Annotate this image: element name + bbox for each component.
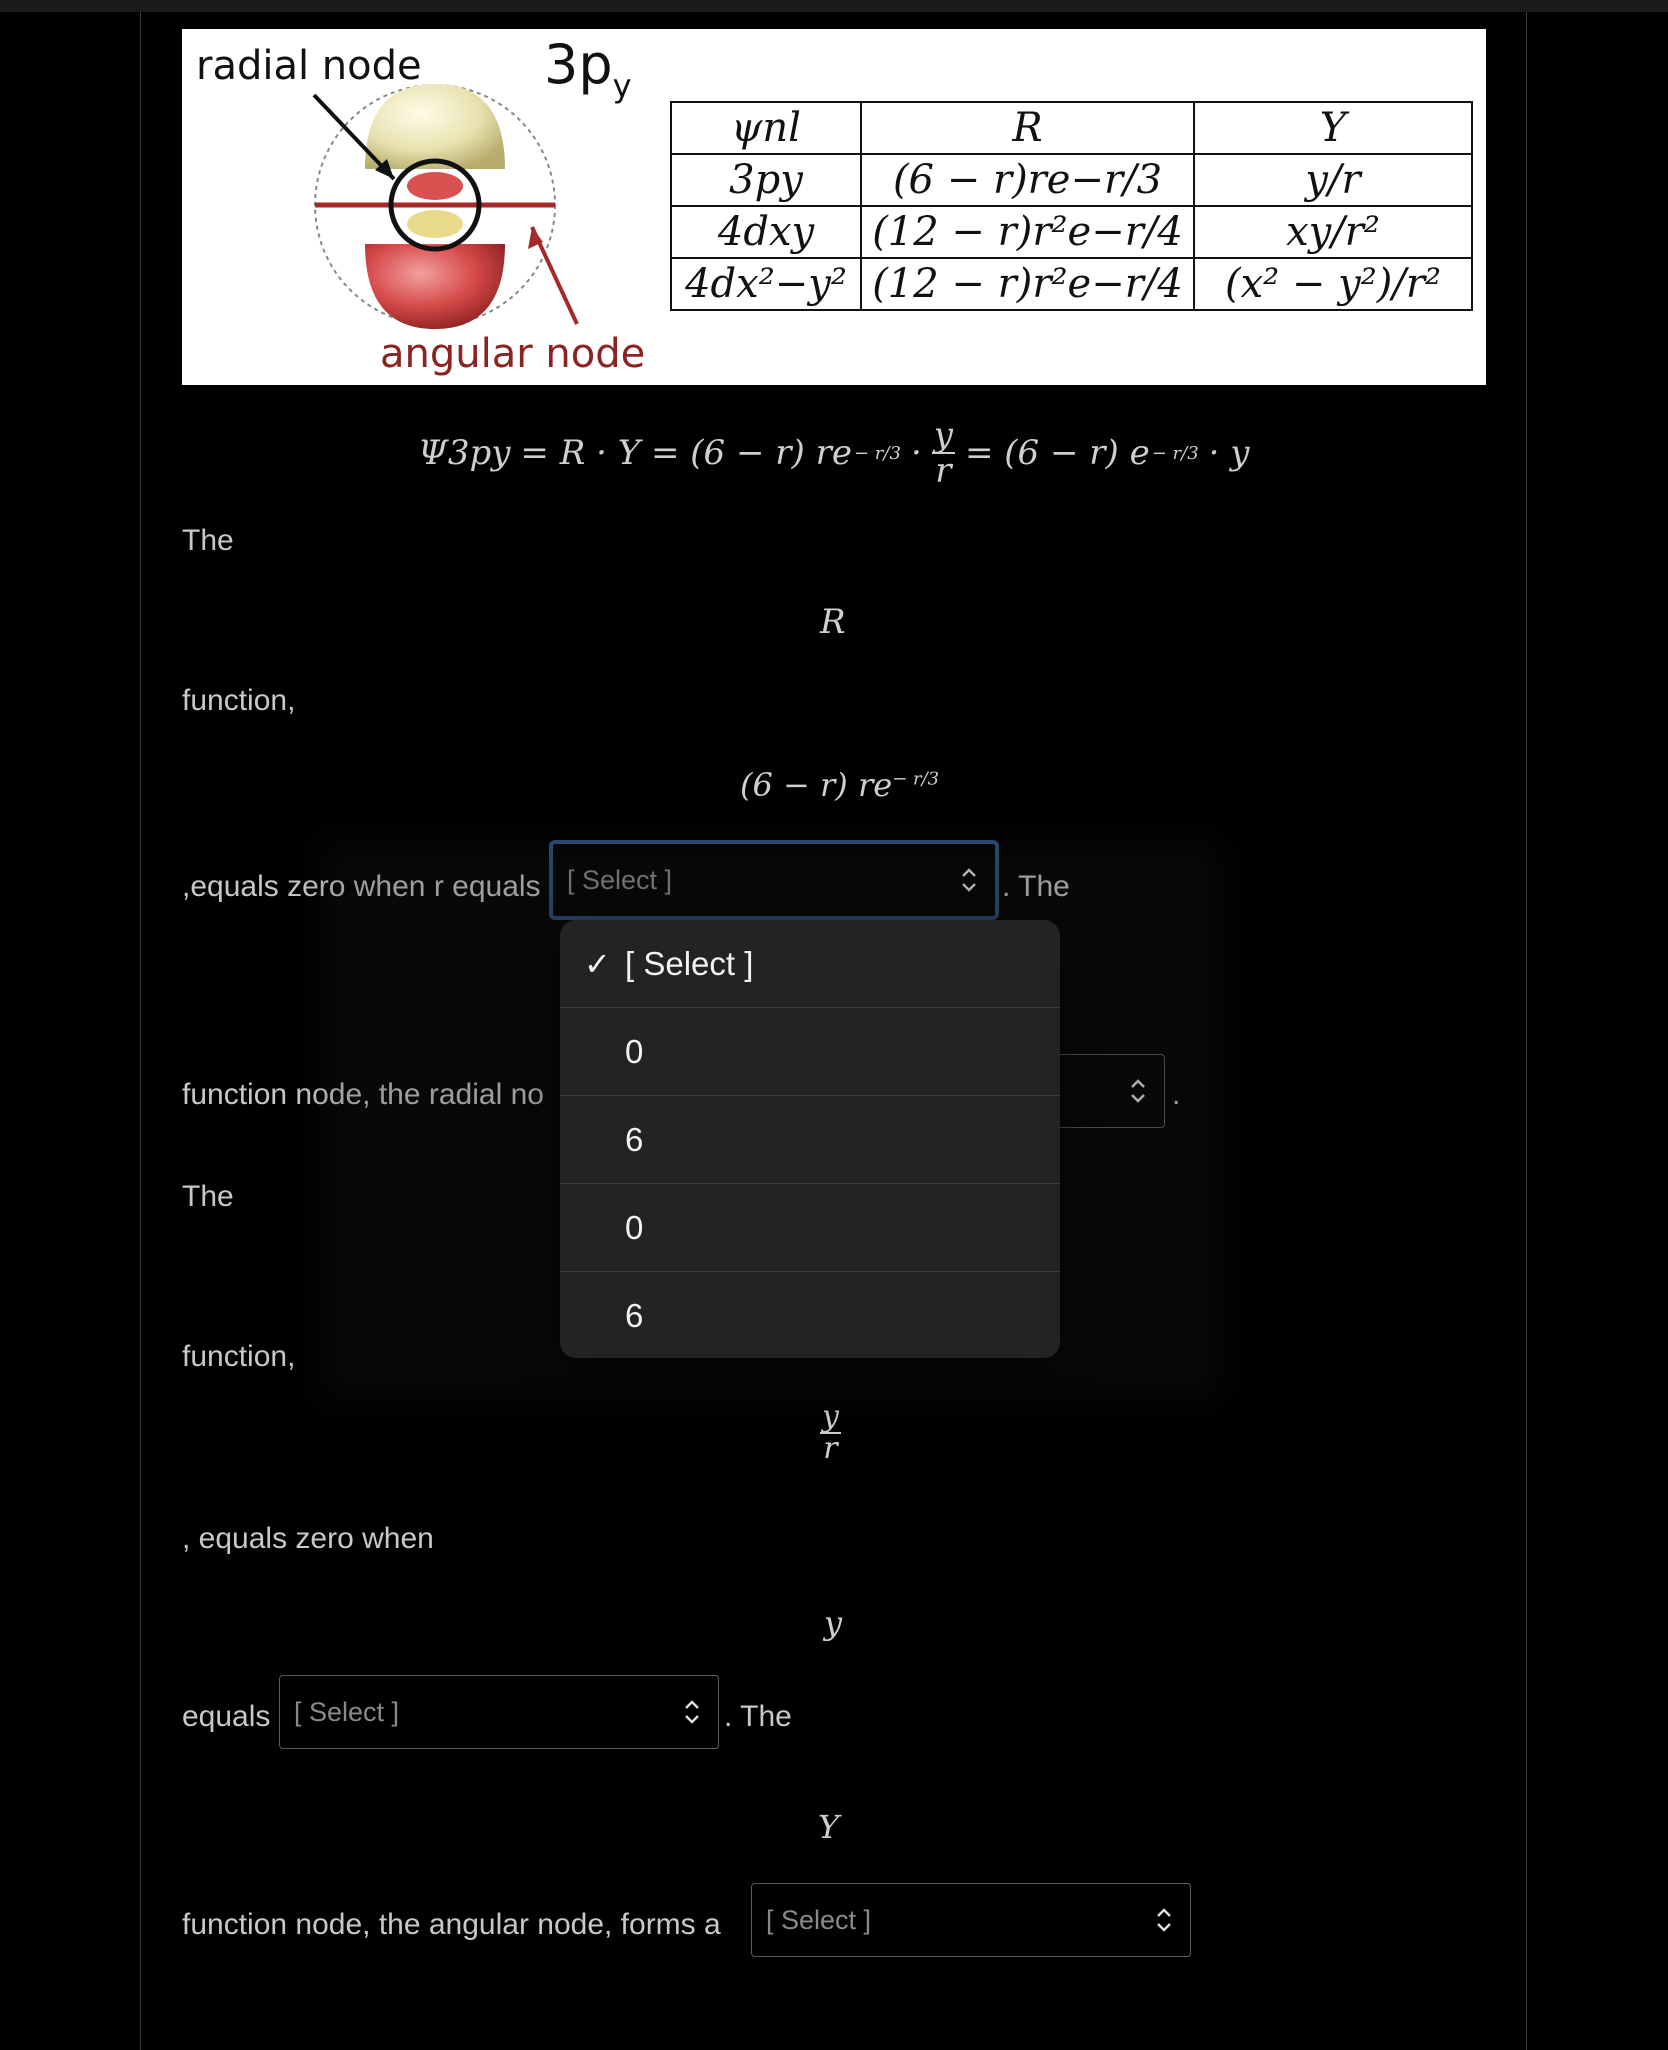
- equation-lhs: Ψ3py: [418, 433, 511, 473]
- text-equals: equals: [182, 1700, 271, 1733]
- text-function-2: function,: [182, 1340, 296, 1373]
- inner-lobe-top: [407, 172, 463, 200]
- chevron-updown-icon: [682, 1697, 702, 1727]
- table-cell: (6 − r)re−r/3: [861, 154, 1194, 206]
- checkmark-icon: ✓: [584, 945, 611, 982]
- text-function-node-angular: function node, the angular node, forms a: [182, 1908, 721, 1941]
- lower-lobe: [365, 244, 505, 329]
- dropdown-option[interactable]: 0: [560, 1008, 1060, 1096]
- table-row: [671, 154, 1472, 206]
- text-the-4: . The: [724, 1700, 792, 1733]
- select-value: [ Select ]: [766, 1904, 872, 1935]
- equation-tail: · y: [1208, 433, 1250, 473]
- text-function-1: function,: [182, 684, 296, 717]
- math-y-over-r: $\frac{y}{r}$: [822, 1399, 839, 1466]
- table-cell: 4dx²−y²: [671, 258, 861, 310]
- table-cell: (12 − r)r²e−r/4: [861, 206, 1194, 258]
- text-equals-zero-when: , equals zero when: [182, 1522, 434, 1555]
- dropdown-option[interactable]: 0: [560, 1184, 1060, 1272]
- inner-lobe-bottom: [407, 210, 463, 238]
- table-header-y: Y: [1194, 102, 1472, 154]
- table-header-row: [671, 102, 1472, 154]
- math-Y: Y: [818, 1808, 840, 1846]
- radial-node-label: radial node: [196, 43, 422, 89]
- text-function-node-radial: function node, the radial no: [182, 1078, 544, 1111]
- dropdown-menu: [560, 920, 1060, 1358]
- equation-fraction: $\frac{y}{r}$: [933, 415, 953, 491]
- equation-exponent: − r/3: [854, 442, 901, 464]
- angular-zero-select[interactable]: [279, 1675, 719, 1749]
- equation-dot: ·: [910, 433, 922, 473]
- table-cell: (x² − y²)/r²: [1194, 258, 1472, 310]
- chevron-updown-icon: [1154, 1905, 1174, 1935]
- table-header-r: R: [861, 102, 1194, 154]
- dropdown-option[interactable]: 6: [625, 1297, 644, 1334]
- math-R: R: [820, 602, 846, 642]
- text-the-3: The: [182, 1180, 234, 1213]
- angular-node-shape-select[interactable]: [751, 1883, 1191, 1957]
- wavefunction-table: [670, 101, 1473, 311]
- math-radial-expression: (6 − r) $re^{- r/3}$: [740, 766, 940, 804]
- table-row: [671, 258, 1472, 310]
- select-value: [ Select ]: [294, 1696, 400, 1727]
- dropdown-option-select[interactable]: ✓ [ Select ]: [560, 920, 1060, 1008]
- equation-exponent-2: − r/3: [1151, 442, 1199, 464]
- orbital-diagram: [182, 29, 662, 369]
- content-border-left: [140, 12, 141, 2050]
- text-the-1: The: [182, 524, 234, 557]
- select-value: [ Select ]: [567, 864, 673, 895]
- upper-lobe: [365, 84, 505, 169]
- table-header-psi: ψnl: [671, 102, 861, 154]
- equation-part2: = (6 − r) e: [964, 433, 1150, 473]
- table-cell: 3py: [671, 154, 861, 206]
- angular-node-label: angular node: [380, 331, 646, 377]
- top-bar: [0, 0, 1668, 12]
- table-cell: 4dxy: [671, 206, 861, 258]
- table-cell: xy/r²: [1194, 206, 1472, 258]
- content-border-right: [1526, 12, 1527, 2050]
- table-cell: y/r: [1194, 154, 1472, 206]
- text-the-2: . The: [1002, 870, 1070, 903]
- equation-part1: = R · Y = (6 − r) re: [520, 433, 852, 473]
- math-y: y: [824, 1604, 843, 1642]
- table-row: [671, 206, 1472, 258]
- text-period: .: [1172, 1078, 1181, 1111]
- table-cell: (12 − r)r²e−r/4: [861, 258, 1194, 310]
- orbital-title: $3p_y$: [544, 33, 632, 105]
- orbital-figure: [182, 29, 1486, 385]
- main-equation: [418, 415, 1250, 491]
- text-equals-zero-r: ,equals zero when r equals: [182, 870, 541, 903]
- dropdown-option[interactable]: 6: [560, 1096, 1060, 1184]
